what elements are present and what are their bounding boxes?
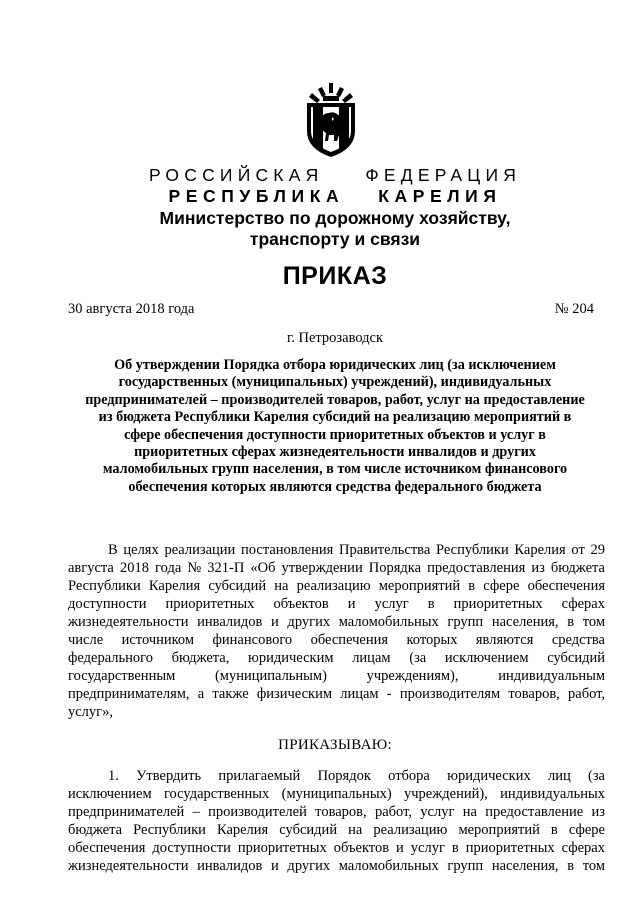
preamble-line: государственным (муниципальным) учреждениям), индивидуальным: [68, 668, 605, 684]
order-date: 30 августа 2018 года: [68, 301, 195, 317]
item-line: жизнедеятельности инвалидов и других маломобильных групп населения, в том: [68, 858, 605, 874]
country-word-1: РОССИЙСКАЯ: [148, 165, 324, 185]
subject-line: сфере обеспечения доступности приоритетных объектов и услуг в: [124, 426, 546, 443]
preamble-line: Республики Карелия субсидий на реализацию мероприятий в сфере обеспечения: [68, 578, 605, 594]
ministry-line-1: Министерство по дорожному хозяйству,: [159, 208, 511, 228]
country-word-2: ФЕДЕРАЦИЯ: [365, 165, 522, 185]
preamble-line: услуг»,: [68, 704, 113, 720]
item-line: исключением государственных (муниципальных) учреждений), индивидуальных: [68, 786, 605, 802]
preamble-line: жизнедеятельности инвалидов и других маломобильных групп населения, в том: [68, 614, 605, 630]
item-1-paragraph: [68, 767, 605, 875]
subject-line: обеспечения которых являются средства федерального бюджета: [128, 478, 542, 495]
preamble-line: В целях реализации постановления Правительства Республики Карелия от 29: [108, 542, 605, 558]
order-city: г. Петрозаводск: [286, 330, 384, 346]
order-number: № 204: [554, 301, 594, 317]
item-line: обеспечения доступности приоритетных объектов и услуг в приоритетных сферах: [68, 840, 605, 856]
subject-line: предпринимателей – производителей товаров, работ, услуг на предоставление: [85, 391, 585, 408]
preamble-line: августа 2018 года № 321-П «Об утверждении Порядка предоставления из бюджета: [68, 560, 605, 576]
preamble-line: доступности приоритетных объектов и услуг в приоритетных сферах: [68, 596, 605, 612]
subject-line: государственных (муниципальных) учреждений), индивидуальных: [118, 374, 552, 391]
ministry-line-2: транспорту и связи: [249, 229, 421, 249]
subject-line: маломобильных групп населения, в том числе источником финансового: [102, 461, 568, 478]
preamble-line: предпринимателям, а также физическим лицам - производителям товаров, работ,: [68, 686, 605, 702]
republic-word-2: КАРЕЛИЯ: [378, 186, 502, 206]
item-line: предпринимателей – производителей товаров, работ, услуг на предоставление из: [68, 804, 605, 820]
order-subject: [75, 357, 595, 496]
karelia-coat-of-arms-icon: [301, 83, 361, 159]
document-type-title: ПРИКАЗ: [282, 262, 388, 290]
order-directive: ПРИКАЗЫВАЮ:: [278, 737, 392, 753]
republic-name: [0, 186, 640, 207]
item-line: бюджета Республики Карелия субсидий на реализацию мероприятий в сфере: [68, 822, 605, 838]
subject-line: Об утверждении Порядка отбора юридических лиц (за исключением: [114, 357, 556, 373]
item-line: 1. Утвердить прилагаемый Порядок отбора юридических лиц (за: [108, 768, 605, 784]
preamble-line: федерального бюджета, юридическим лицам (за исключением субсидий: [68, 650, 605, 666]
republic-word-1: РЕСПУБЛИКА: [168, 186, 345, 206]
subject-line: приоритетных сферах жизнедеятельности инвалидов и других: [134, 444, 536, 461]
preamble-paragraph: [68, 541, 605, 721]
preamble-line: числе источником финансового обеспечения которых являются средства: [68, 632, 605, 648]
subject-line: из бюджета Республики Карелия субсидий на реализацию мероприятий в: [98, 409, 572, 426]
country-name: [0, 165, 640, 186]
